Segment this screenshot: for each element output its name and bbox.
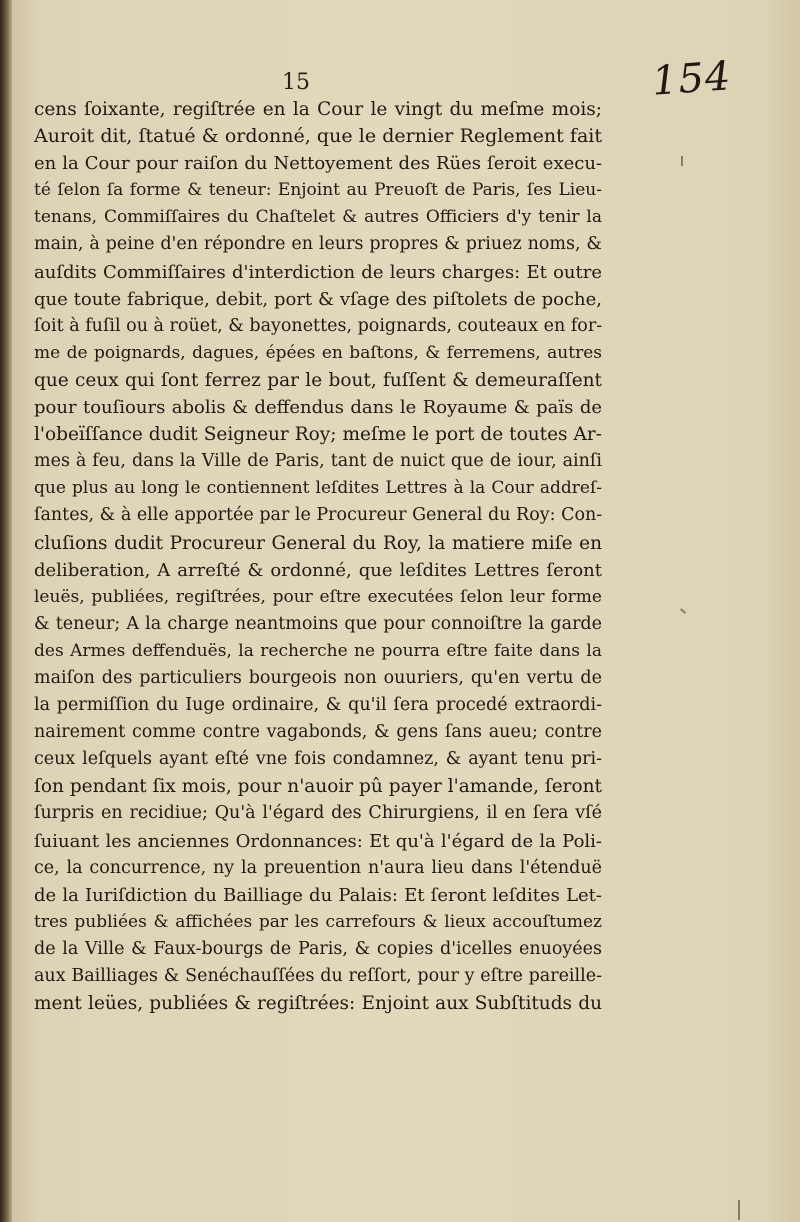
text-line: que toute fabrique, debit, port & vſage des piſtolets de poche,	[34, 288, 602, 310]
text-line: que ceux qui ſont ferrez par le bout, fuſſent & demeuraſſent	[34, 369, 602, 391]
margin-mark	[738, 1200, 740, 1220]
text-line: tenans, Commiſſaires du Chaſtelet & autres Officiers d'y tenir la	[34, 207, 602, 228]
text-line: ſon pendant ſix mois, pour n'auoir pû payer l'amande, ſeront	[34, 776, 602, 798]
text-line: ceux leſquels ayant eſté vne fois condamnez, & ayant tenu pri-	[34, 749, 602, 770]
text-line: deliberation, A arreſté & ordonné, que leſdites Lettres ſeront	[34, 559, 602, 581]
text-line: aux Bailliages & Senéchauſſées du reſſort, pour y eſtre pareille-	[34, 966, 602, 986]
text-line: cens ſoixante, regiſtrée en la Cour le vingt du meſme mois;	[34, 99, 602, 120]
text-line: auſdits Commiſſaires d'interdiction de leurs charges: Et outre	[34, 261, 602, 283]
page-number: 15	[282, 70, 310, 95]
text-line: ſurpris en recidiue; Qu'à l'égard des Chirurgiens, il en ſera vſé	[34, 803, 602, 824]
text-line: tres publiées & affichées par les carrefours & lieux accouſtumez	[34, 911, 602, 932]
text-line: ſoit à fuſil ou à roüet, & bayonettes, poignards, couteaux en for-	[34, 315, 603, 336]
text-line: me de poignards, dagues, épées en baſtons, & ferremens, autres	[34, 342, 602, 363]
text-line: ſuiuant les anciennes Ordonnances: Et qu'à l'égard de la Poli-	[34, 830, 602, 852]
book-spine-edge	[0, 0, 12, 1222]
text-line: Auroit dit, ſtatué & ordonné, que le dernier Reglement fait	[34, 125, 602, 148]
text-line: l'obeïſſance dudit Seigneur Roy; meſme le port de toutes Ar-	[34, 424, 602, 446]
text-line: que plus au long le contiennent leſdites Lettres à la Cour addreſ-	[34, 478, 602, 499]
text-line: de la Iuriſdiction du Bailliage du Palais: Et ſeront leſdites Let-	[34, 884, 602, 906]
text-line: & teneur; A la charge neantmoins que pour connoiſtre la garde	[34, 613, 602, 634]
text-line: ſantes, & à elle apportée par le Procureur General du Roy: Con-	[34, 505, 603, 526]
text-line: cluſions dudit Procureur General du Roy, la matiere miſe en	[34, 532, 602, 554]
margin-mark	[681, 156, 683, 166]
text-line: en la Cour pour raiſon du Nettoyement des Rües ſeroit execu-	[34, 153, 602, 175]
body-text	[34, 96, 602, 1017]
text-line: mes à feu, dans la Ville de Paris, tant de nuict que de iour, ainſi	[34, 451, 602, 472]
handwritten-folio-number: 154	[650, 53, 733, 105]
text-line: té ſelon ſa forme & teneur: Enjoint au Preuoſt de Paris, ſes Lieu-	[34, 180, 602, 201]
text-line: pour touſiours abolis & deffendus dans le Royaume & païs de	[34, 397, 602, 419]
text-line: leuës, publiées, regiſtrées, pour eſtre executées ſelon leur forme	[34, 586, 602, 607]
text-line: main, à peine d'en répondre en leurs propres & priuez noms, &	[34, 234, 602, 255]
text-line: des Armes deffenduës, la recherche ne pourra eſtre faite dans la	[34, 640, 602, 661]
text-line: nairement comme contre vagabonds, & gens ſans aueu; contre	[34, 722, 602, 743]
text-line: ment leües, publiées & regiſtrées: Enjoint aux Subſtituds du	[34, 993, 602, 1015]
text-line: la permiſſion du Iuge ordinaire, & qu'il ſera procedé extraordi-	[34, 695, 602, 716]
text-line: maiſon des particuliers bourgeois non ouuriers, qu'en vertu de	[34, 667, 602, 688]
text-line: de la Ville & Faux-bourgs de Paris, & copies d'icelles enuoyées	[34, 938, 602, 959]
text-line: ce, la concurrence, ny la preuention n'aura lieu dans l'étenduë	[34, 857, 602, 878]
